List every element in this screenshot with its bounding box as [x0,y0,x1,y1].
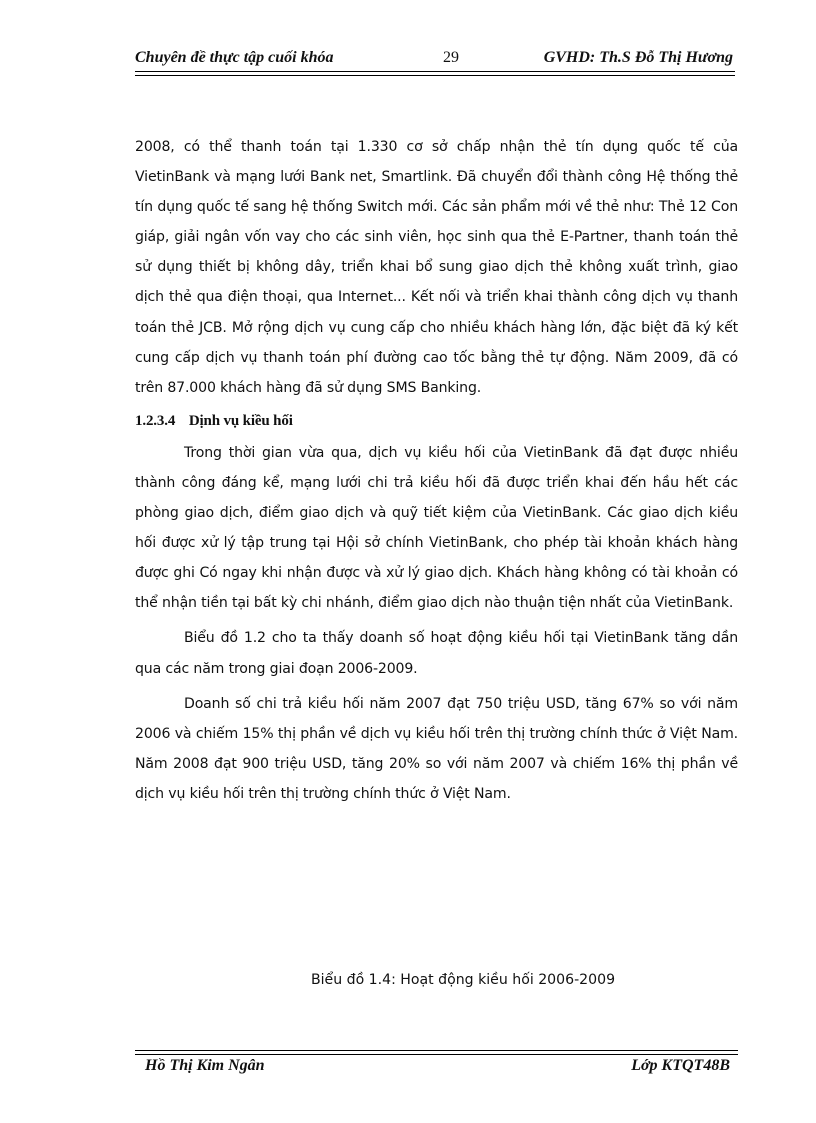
section-title: Dịnh vụ kiều hối [188,412,293,429]
page-footer [135,1055,738,1079]
header-supervisor: GVHD: Th.S Đỗ Thị Hương [543,49,733,66]
paragraph-chart-reference: Biểu đồ 1.2 cho ta thấy doanh số hoạt động kiều hối tại VietinBank tăng dần qua các năm trong giai đoạn 2006-2009. [135,630,738,677]
paragraph-remittance-figures: Doanh số chi trả kiều hối năm 2007 đạt 750 triệu USD, tăng 67% so với năm 2006 và chiếm 15% thị phần về dịch vụ kiều hối trên thị trường chính thức ở Việt Nam. Năm 2008 đạt 900 triệu USD, tăng 20% so với năm 2007 và chiếm 16% thị phần về dịch vụ kiều hối trên thị trường chính thức ở Việt Nam. [135,695,738,802]
page-number: 29 [443,49,459,66]
footer-class: Lớp KTQT48B [631,1057,730,1074]
header-document-title: Chuyên đề thực tập cuối khóa [135,49,334,66]
section-heading [135,406,738,436]
header-divider [135,71,735,76]
paragraph-remittance-intro: Trong thời gian vừa qua, dịch vụ kiều hối của VietinBank đã đạt được nhiều thành công đáng kể, mạng lưới chi trả kiều hối đã được triển khai đến hầu hết các phòng giao dịch, điểm giao dịch và quỹ tiết kiệm của VietinBank. Các giao dịch kiều hối được xử lý tập trung tại Hội sở chính VietinBank, cho phép tài khoản khách hàng được ghi Có ngay khi nhận được và xử lý giao dịch. Khách hàng không có tài khoản có thể nhận tiền tại bất kỳ chi nhánh, điểm giao dịch nào thuận tiện nhất của VietinBank. [135,444,738,612]
chart-caption: Biểu đồ 1.4: Hoạt động kiều hối 2006-2009 [310,972,616,988]
section-number: 1.2.3.4 [135,412,176,429]
paragraph-card-services: 2008, có thể thanh toán tại 1.330 cơ sở chấp nhận thẻ tín dụng quốc tế của VietinBank và mạng lưới Bank net, Smartlink. Đã chuyển đổi thành công Hệ thống thẻ tín dụng quốc tế sang hệ thống Switch mới. Các sản phẩm mới về thẻ như: Thẻ 12 Con giáp, giải ngân vốn vay cho các sinh viên, học sinh qua thẻ E-Partner, thanh toán thẻ sử dụng thiết bị không dây, triển khai bổ sung giao dịch thẻ không xuất trình, giao dịch thẻ qua điện thoại, qua Internet... Kết nối và triển khai thành công dịch vụ thanh toán thẻ JCB. Mở rộng dịch vụ cung cấp cho nhiều khách hàng lớn, đặc biệt đã ký kết cung cấp dịch vụ thanh toán phí đường cao tốc bằng thẻ tự động. Năm 2009, đã có trên 87.000 khách hàng đã sử dụng SMS Banking. [135,139,738,396]
page-header [135,47,735,71]
main-content [135,132,738,809]
footer-author: Hồ Thị Kim Ngân [145,1057,265,1074]
